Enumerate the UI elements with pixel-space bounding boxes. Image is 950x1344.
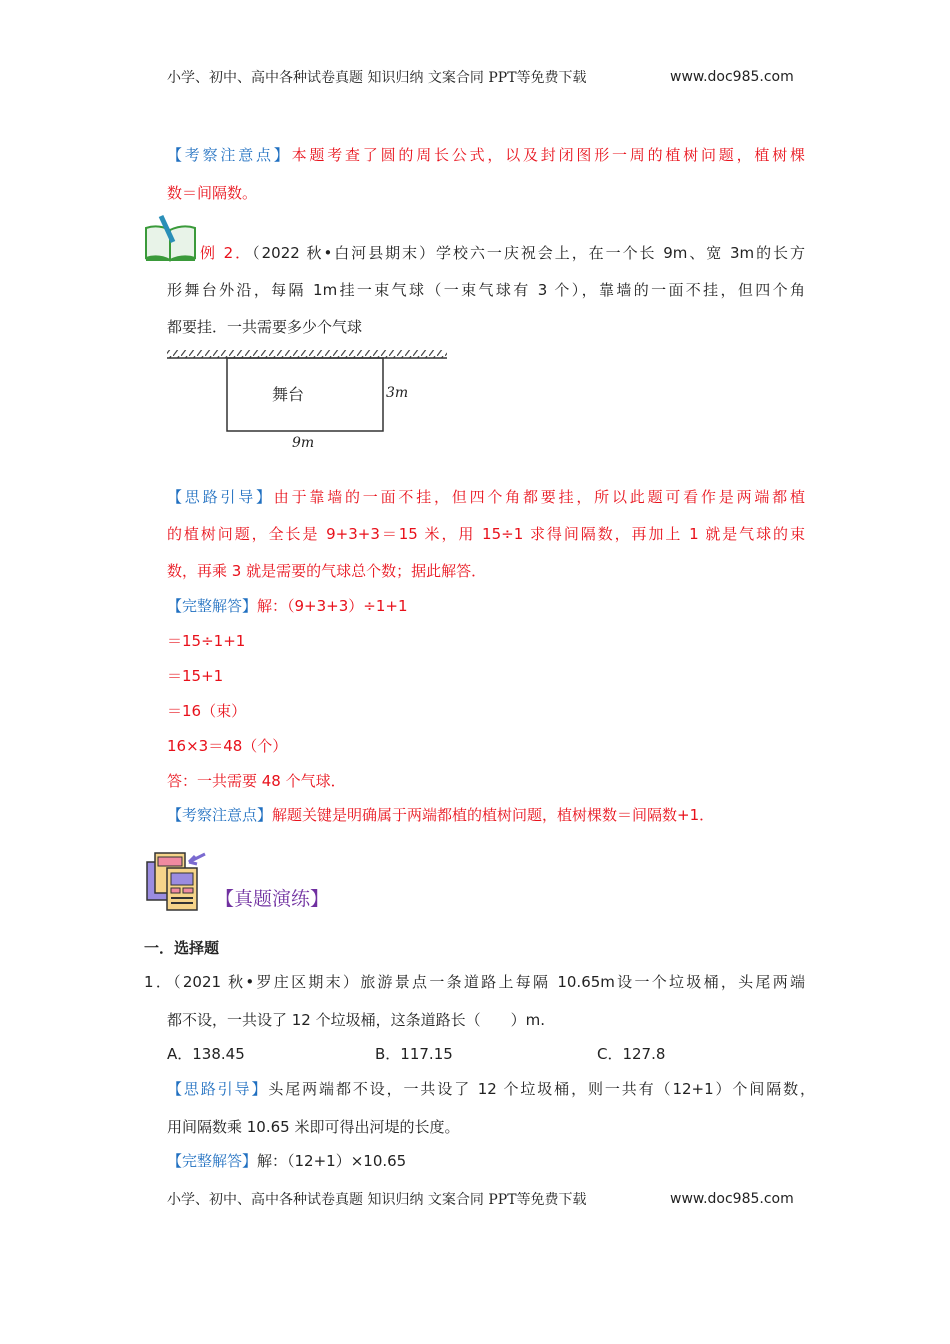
q1-hint-line1: 【思路引导】头尾两端都不设，一共设了 12 个垃圾桶，则一共有（12+1）个间隔数， [167, 1080, 815, 1098]
q1-line2: 都不设，一共设了 12 个垃圾桶，这条道路长（ ）m. [167, 1011, 546, 1029]
hint-line1: 【思路引导】由于靠墙的一面不挂，但四个角都要挂，所以此题可看作是两端都植 [167, 488, 805, 506]
footer-url[interactable]: www.doc985.com [670, 1191, 794, 1207]
height-label: 3m [386, 385, 409, 401]
hint-line2: 的植树问题，全长是 9+3+3＝15 米，用 15÷1 求得间隔数，再加上 1 就是气球的束 [167, 525, 805, 543]
note-tag: 【考察注意点】 [167, 146, 292, 164]
solution-step: ＝16（束） [167, 702, 247, 720]
note1-line1: 【考察注意点】本题考查了圆的周长公式，以及封闭图形一周的植树问题，植树棵 [167, 146, 805, 164]
solution-step: ＝15÷1+1 [167, 632, 246, 650]
q1-solution: 【完整解答】解：（12+1）×10.65 [167, 1152, 407, 1170]
example2-line1: 例 2．（2022 秋•白河县期末）学校六一庆祝会上，在一个长 9m、宽 3m的长方 [200, 244, 806, 262]
section-subtitle: 一．选择题 [144, 939, 220, 957]
header-text: 小学、初中、高中各种试卷真题 知识归纳 文案合同 PPT等免费下载 [167, 70, 587, 86]
header-url[interactable]: www.doc985.com [670, 69, 794, 85]
hint-line3: 数，再乘 3 就是需要的气球总个数；据此解答． [167, 562, 487, 580]
section-title: 【真题演练】 [215, 888, 330, 910]
option-b[interactable]: B．117.15 [375, 1045, 453, 1063]
option-a[interactable]: A．138.45 [167, 1045, 245, 1063]
book-pencil-icon [143, 214, 199, 262]
q1-line1: 1．（2021 秋•罗庄区期末）旅游景点一条道路上每隔 10.65m设一个垃圾桶，头尾两端 [144, 973, 805, 991]
q1-hint-line2: 用间隔数乘 10.65 米即可得出河堤的长度。 [167, 1118, 460, 1136]
width-label: 9m [292, 435, 315, 451]
note2: 【考察注意点】解题关键是明确属于两端都植的植树问题，植树棵数＝间隔数+1． [167, 806, 715, 824]
solution-answer: 答：一共需要 48 个气球． [167, 772, 346, 790]
solution-step: ＝15+1 [167, 667, 224, 685]
option-c[interactable]: C．127.8 [597, 1045, 666, 1063]
solution-step: 16×3＝48（个） [167, 737, 288, 755]
solution-first: 【完整解答】解：（9+3+3）÷1+1 [167, 597, 408, 615]
example2-line2: 形舞台外沿，每隔 1m挂一束气球（一束气球有 3 个），靠墙的一面不挂，但四个角 [167, 281, 805, 299]
stage-label: 舞台 [272, 385, 305, 404]
example2-line3: 都要挂．一共需要多少个气球 [167, 318, 363, 336]
footer-text: 小学、初中、高中各种试卷真题 知识归纳 文案合同 PPT等免费下载 [167, 1192, 587, 1208]
documents-icon [145, 850, 209, 914]
note1-line2: 数＝间隔数。 [167, 184, 258, 202]
